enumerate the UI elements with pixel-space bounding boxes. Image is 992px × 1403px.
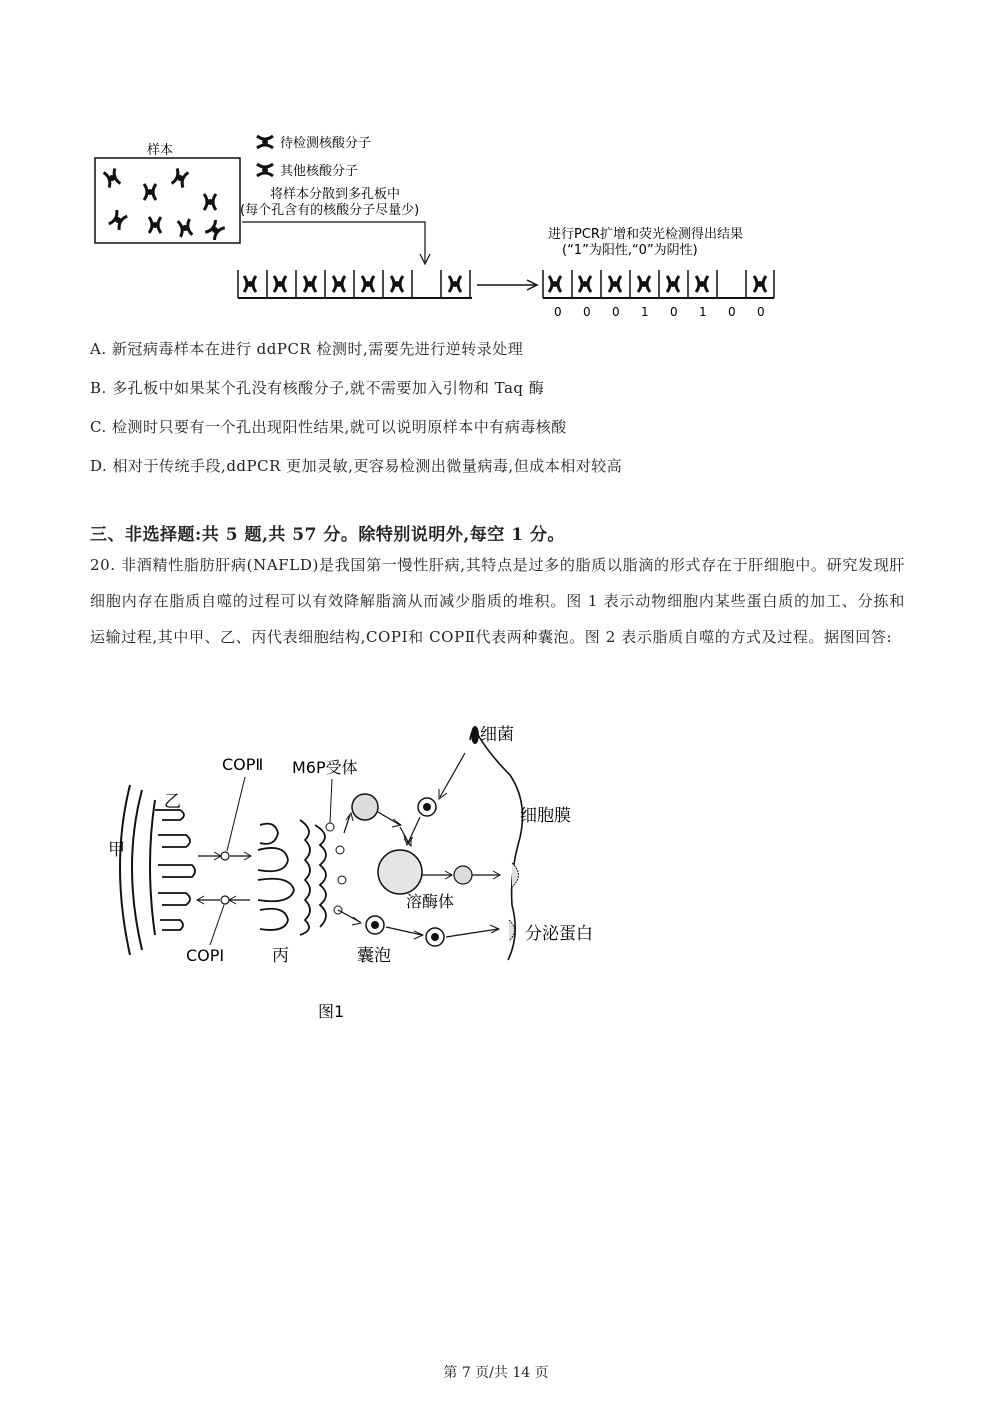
result-7: 0 — [757, 305, 765, 319]
option-letter: C. — [90, 418, 107, 436]
label-yi: 乙 — [164, 792, 181, 812]
option-text: 相对于传统手段,ddPCR 更加灵敏,更容易检测出微量病毒,但成本相对较高 — [112, 457, 623, 475]
option-letter: D. — [90, 457, 108, 475]
option-text: 新冠病毒样本在进行 ddPCR 检测时,需要先进行逆转录处理 — [111, 340, 524, 358]
label-bing: 丙 — [272, 946, 289, 966]
legend-other: 其他核酸分子 — [280, 164, 359, 179]
golgi-apparatus — [258, 820, 346, 935]
label-jia: 甲 — [108, 840, 125, 860]
cell-membrane — [470, 731, 523, 960]
question-20: 20. 非酒精性脂肪肝病(NAFLD)是我国第一慢性肝病,其特点是过多的脂质以脂滴的形式存在于肝细胞中。研究发现肝细胞内存在脂质自噬的过程可以有效降解脂滴从而减少脂质的堆积。图 1 表示动物细胞内某些蛋白质的加工、分拣和运输过程,其中甲、乙、丙代表细胞结构,COPⅠ和 COPⅡ代表两种囊泡。图 2 表示脂质自噬的方式及过程。据图回答: — [90, 556, 905, 646]
label-vesicle: 囊泡 — [357, 946, 391, 966]
other-molecule-icon — [257, 164, 273, 176]
result-3: 1 — [641, 305, 649, 319]
option-c — [90, 416, 567, 437]
multiwell-plate-right — [543, 270, 774, 298]
ddpcr-figure — [80, 130, 800, 325]
sample-label: 样本 — [147, 143, 174, 158]
option-text: 检测时只要有一个孔出现阳性结果,就可以说明原样本中有病毒核酸 — [112, 418, 567, 436]
result-5: 1 — [699, 305, 707, 319]
lysosome — [378, 850, 422, 894]
option-text: 多孔板中如果某个孔没有核酸分子,就不需要加入引物和 Taq 酶 — [112, 379, 545, 397]
label-membrane: 细胞膜 — [520, 806, 571, 826]
section-title: 三、非选择题:共 5 题,共 57 分。除特别说明外,每空 1 分。 — [90, 525, 565, 545]
option-b — [90, 377, 544, 398]
legend-target: 待检测核酸分子 — [280, 136, 372, 151]
result-2: 0 — [612, 305, 620, 319]
label-secretory: 分泌蛋白 — [525, 924, 593, 944]
multiwell-plate-left — [238, 270, 472, 298]
result-4: 0 — [670, 305, 678, 319]
result-0: 0 — [554, 305, 562, 319]
label-copii: COPⅡ — [222, 755, 264, 774]
step1-line2: (每个孔含有的核酸分子尽量少) — [240, 203, 420, 218]
label-copi: COPⅠ — [186, 946, 225, 965]
result-6: 0 — [728, 305, 736, 319]
step1-line1: 将样本分散到多孔板中 — [270, 187, 401, 202]
step2-line2: (“1”为阳性,“0”为阴性) — [562, 243, 698, 258]
page-footer: 第 7 页/共 14 页 — [443, 1365, 549, 1381]
label-bacteria: 细菌 — [480, 725, 514, 745]
label-lysosome: 溶酶体 — [406, 892, 455, 911]
option-d — [90, 455, 622, 476]
option-letter: A. — [90, 340, 107, 358]
figure1-caption: 图1 — [318, 1002, 345, 1021]
target-molecule-icon — [257, 136, 273, 148]
figure1-diagram — [100, 715, 620, 1035]
sample-molecules — [104, 168, 225, 240]
option-letter: B. — [90, 379, 107, 397]
label-m6p: M6P受体 — [292, 758, 358, 777]
step2-line1: 进行PCR扩增和荧光检测得出结果 — [548, 227, 743, 242]
result-1: 0 — [583, 305, 591, 319]
m6p-vesicle — [352, 794, 378, 820]
option-a — [90, 338, 523, 359]
